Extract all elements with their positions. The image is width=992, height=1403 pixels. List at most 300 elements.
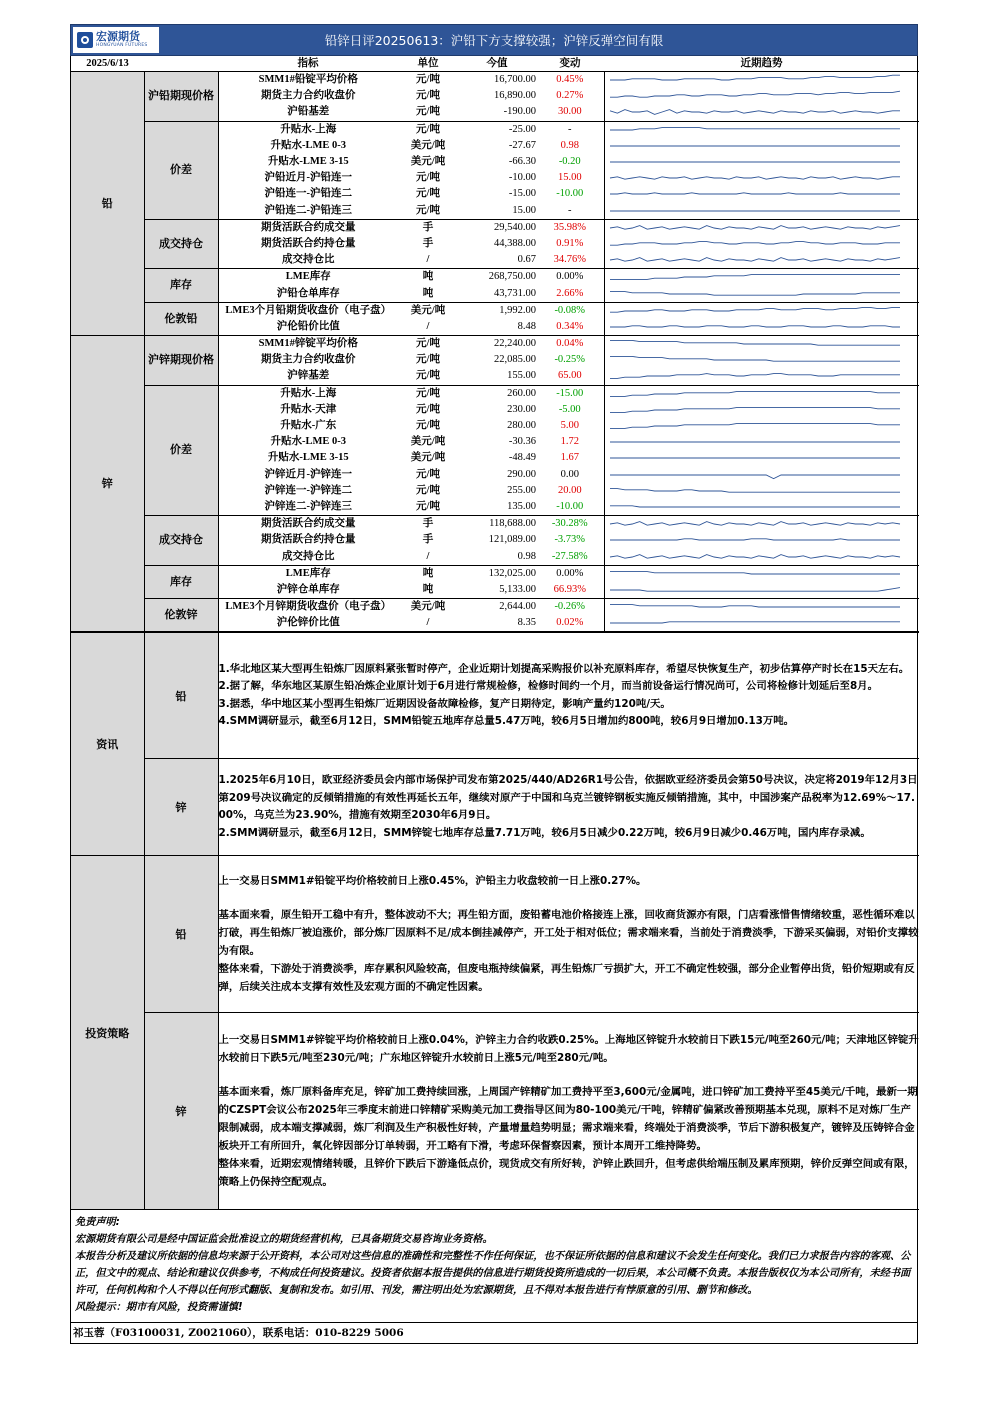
indicator-name: 期货活跃合约持仓量 bbox=[261, 534, 356, 546]
indicator-name: 沪伦锌价比值 bbox=[218, 615, 398, 632]
value-cell: 132,025.00 bbox=[488, 567, 536, 579]
analyst-contact: 祁玉蓉（F03100031, Z0021060），联系电话：010-8229 5006 bbox=[71, 1323, 917, 1344]
change-cell: 0.00 bbox=[560, 468, 579, 480]
disclaimer-line: 本报告分析及建议所依据的信息均来源于公开资料，本公司对这些信息的准确性和完整性不作任何保证，也不保证所依据的信息和建议不会发生任何变化。我们已力求报告内容的客观、公正，但文中的观点、结论和建议仅供参考，不构成任何投资建议。投资者依据本报告提供的信息进行期货投资所造成的一切后果，本公司概不负责。本报告版权仅为本公司所有，未经书面许可，任何机构和个人不得以任何形式翻版、复制和发布。如引用、刊发，需注明出处为宏源期货，且不得对本报告进行有悖原意的引用、删节和修改。 bbox=[75, 1251, 911, 1297]
table-row bbox=[71, 599, 919, 616]
trend-sparkline-cell bbox=[604, 467, 919, 483]
trend-sparkline-cell bbox=[604, 402, 919, 418]
trend-sparkline bbox=[605, 353, 905, 367]
value-cell: 280.00 bbox=[507, 420, 536, 432]
trend-line bbox=[610, 326, 900, 327]
trend-line bbox=[610, 177, 900, 179]
change-cell: 15.00 bbox=[557, 172, 582, 184]
indicator-name: 成交持仓比 bbox=[218, 548, 398, 565]
company-logo bbox=[73, 27, 159, 53]
trend-line bbox=[610, 275, 900, 280]
trend-sparkline bbox=[605, 419, 905, 433]
change-cell: 0.34% bbox=[536, 319, 604, 336]
news-lead-item: 2.据了解，华东地区某原生铅冶炼企业原计划于6月进行常规检修，检修时间约一个月，而当前设备运行情况尚可，公司将检修计划延后至8月。 bbox=[218, 680, 878, 693]
change-cell: 0.91% bbox=[556, 237, 584, 249]
change-cell: 0.45% bbox=[556, 74, 584, 86]
table-row bbox=[71, 385, 919, 402]
table-header-row bbox=[71, 56, 919, 72]
trend-sparkline bbox=[605, 237, 905, 251]
indicator-name: SMM1#锌锭平均价格 bbox=[258, 338, 358, 350]
trend-line bbox=[610, 424, 900, 429]
trend-sparkline bbox=[605, 204, 905, 218]
change-cell: 66.93% bbox=[536, 582, 604, 599]
table-row bbox=[71, 516, 919, 533]
change-cell: -0.25% bbox=[554, 354, 586, 366]
disclaimer-line: 风险提示：期市有风险，投资需谨慎! bbox=[75, 1302, 243, 1314]
trend-sparkline-cell bbox=[604, 385, 919, 402]
trend-line bbox=[610, 522, 900, 526]
trend-sparkline bbox=[605, 89, 905, 103]
strategy-table bbox=[71, 856, 919, 1210]
trend-sparkline bbox=[605, 567, 905, 581]
trend-sparkline bbox=[605, 533, 905, 547]
unit-cell: 手 bbox=[422, 534, 434, 546]
trend-line bbox=[610, 357, 900, 362]
logo-subtext: HONGYUAN FUTURES bbox=[96, 43, 148, 49]
metal-section-label: 锌 bbox=[71, 336, 144, 632]
trend-sparkline bbox=[605, 616, 905, 630]
news-table bbox=[71, 632, 919, 856]
indicator-name: 沪铅连二-沪铅连三 bbox=[218, 203, 398, 220]
report-body bbox=[70, 56, 918, 1344]
value-cell: -190.00 bbox=[458, 104, 536, 121]
trend-sparkline bbox=[605, 123, 905, 137]
col-indicator: 指标 bbox=[218, 56, 398, 72]
table-row bbox=[71, 72, 919, 89]
change-cell: 0.98 bbox=[560, 139, 579, 151]
change-cell: -5.00 bbox=[558, 403, 581, 415]
group-label: 库存 bbox=[144, 269, 218, 302]
trend-sparkline bbox=[605, 287, 905, 301]
change-cell: -0.26% bbox=[554, 601, 586, 613]
report-date: 2025/6/13 bbox=[71, 56, 144, 72]
group-label: 沪锌期现价格 bbox=[144, 336, 218, 386]
table-row bbox=[71, 302, 919, 319]
trend-sparkline-cell bbox=[604, 88, 919, 104]
value-cell: 135.00 bbox=[458, 499, 536, 516]
trend-sparkline-cell bbox=[604, 138, 919, 154]
trend-sparkline bbox=[605, 550, 905, 564]
trend-sparkline-cell bbox=[604, 499, 919, 516]
strategy-lead-content bbox=[218, 856, 919, 1013]
indicator-name: 沪铅近月-沪铅连一 bbox=[264, 172, 352, 184]
unit-cell: 元/吨 bbox=[416, 420, 440, 432]
unit-cell: 元/吨 bbox=[416, 90, 440, 102]
unit-cell: 手 bbox=[422, 518, 434, 530]
indicator-name: LME3个月铅期货收盘价（电子盘） bbox=[225, 304, 392, 316]
trend-line bbox=[610, 127, 900, 129]
trend-sparkline bbox=[605, 403, 905, 417]
trend-sparkline-cell bbox=[604, 565, 919, 582]
indicator-name: 期货主力合约收盘价 bbox=[261, 354, 356, 366]
trend-sparkline bbox=[605, 73, 905, 87]
trend-line bbox=[610, 622, 900, 623]
unit-cell: 吨 bbox=[398, 582, 458, 599]
strategy-zinc-para: 上一交易日SMM1#锌锭平均价格较前日上涨0.04%，沪锌主力合约收跌0.25%。上海地区锌锭升水较前日下跌15元/吨至260元/吨；天津地区锌锭升水较前日下跌5元/吨至230元/吨；广东地区锌锭升水较前日上涨5元/吨至280元/吨。 bbox=[218, 1034, 919, 1065]
value-cell: 1,992.00 bbox=[499, 304, 536, 316]
change-cell: -27.58% bbox=[536, 548, 604, 565]
disclaimer-title: 免责声明: bbox=[75, 1217, 120, 1229]
value-cell: 0.98 bbox=[458, 548, 536, 565]
value-cell: 22,085.00 bbox=[494, 354, 536, 366]
news-zinc-label: 锌 bbox=[144, 759, 218, 856]
unit-cell: 美元/吨 bbox=[410, 452, 446, 464]
indicator-name: 沪伦铅价比值 bbox=[218, 319, 398, 336]
trend-sparkline bbox=[605, 304, 905, 318]
strategy-lead-para: 上一交易日SMM1#铅锭平均价格较前日上涨0.45%，沪铅主力收盘较前一日上涨0.27%。 bbox=[218, 875, 647, 888]
value-cell: -10.00 bbox=[508, 172, 536, 184]
indicator-name: 沪铅仓单库存 bbox=[218, 285, 398, 302]
trend-sparkline-cell bbox=[604, 236, 919, 252]
value-cell: 260.00 bbox=[507, 387, 536, 399]
indicator-name: 沪锌连二-沪锌连三 bbox=[218, 499, 398, 516]
unit-cell: 元/吨 bbox=[398, 104, 458, 121]
unit-cell: 元/吨 bbox=[398, 203, 458, 220]
value-cell: 230.00 bbox=[507, 403, 536, 415]
value-cell: 8.35 bbox=[458, 615, 536, 632]
indicator-name: 升贴水-LME 0-3 bbox=[270, 436, 347, 448]
strategy-section-label: 投资策略 bbox=[71, 856, 144, 1210]
metal-section-label: 铅 bbox=[71, 72, 144, 336]
unit-cell: 元/吨 bbox=[398, 368, 458, 385]
unit-cell: 吨 bbox=[422, 567, 434, 579]
disclaimer-line: 宏源期货有限公司是经中国证监会批准设立的期货经营机构，已具备期货交易咨询业务资格。 bbox=[75, 1234, 493, 1246]
unit-cell: 元/吨 bbox=[416, 468, 440, 480]
trend-sparkline-cell bbox=[604, 285, 919, 302]
news-section-label: 资讯 bbox=[71, 633, 144, 856]
indicator-name: LME库存 bbox=[285, 271, 331, 283]
col-empty bbox=[144, 56, 218, 72]
trend-line bbox=[610, 407, 900, 412]
trend-sparkline-cell bbox=[604, 203, 919, 220]
change-cell: -15.00 bbox=[556, 387, 584, 399]
unit-cell: 手 bbox=[422, 221, 434, 233]
change-cell: -0.08% bbox=[554, 304, 586, 316]
trend-sparkline bbox=[605, 171, 905, 185]
trend-line bbox=[610, 110, 900, 115]
value-cell: 44,388.00 bbox=[494, 237, 536, 249]
indicator-name: 期货活跃合约持仓量 bbox=[261, 237, 356, 249]
trend-line bbox=[610, 193, 900, 194]
trend-line bbox=[610, 506, 900, 507]
trend-sparkline bbox=[605, 139, 905, 153]
indicator-name: 升贴水-上海 bbox=[280, 123, 337, 135]
trend-sparkline bbox=[605, 451, 905, 465]
strategy-lead-para: 整体来看，下游处于消费淡季，库存累积风险较高，但废电瓶持续偏紧，再生铅炼厂亏损扩大，开工不确定性较强，部分企业暂停出货，铅价短期或有反弹，后续关注成本支撑有效性及宏观方面的不确定性因素。 bbox=[218, 963, 915, 994]
indicator-name: 升贴水-广东 bbox=[280, 420, 337, 432]
unit-cell: 美元/吨 bbox=[410, 139, 446, 151]
table-row bbox=[71, 565, 919, 582]
trend-sparkline bbox=[605, 253, 905, 267]
news-zinc-item: 1.2025年6月10日，欧亚经济委员会内部市场保护司发布第2025/440/AD26R1号公告，依据欧亚经济委员会第50号决议，决定将2019年12月3日第209号决议确定的反倾销措施的有效性再延长五年，继续对原产于中国和乌克兰镀锌钢板实施反倾销措施，其中，中国涉案产品税率为12.69%～17.00%，乌克兰为23.90%，措施有效期至2030年6月9日。 bbox=[218, 774, 918, 822]
indicator-name: SMM1#铅锭平均价格 bbox=[258, 74, 358, 86]
strategy-zinc-content bbox=[218, 1013, 919, 1210]
value-cell: 121,089.00 bbox=[488, 534, 536, 546]
indicator-name: 沪锌连一-沪锌连二 bbox=[264, 484, 352, 496]
unit-cell: / bbox=[398, 319, 458, 336]
trend-sparkline bbox=[605, 435, 905, 449]
trend-sparkline bbox=[605, 337, 905, 351]
value-cell: -27.67 bbox=[508, 139, 536, 151]
value-cell: 29,540.00 bbox=[494, 221, 536, 233]
group-label: 库存 bbox=[144, 565, 218, 598]
indicator-name: 成交持仓比 bbox=[218, 252, 398, 269]
group-label: 价差 bbox=[144, 385, 218, 516]
change-cell: 2.66% bbox=[536, 285, 604, 302]
change-cell: 1.67 bbox=[560, 452, 579, 464]
trend-line bbox=[610, 258, 900, 262]
indicator-name: 沪铅基差 bbox=[218, 104, 398, 121]
trend-sparkline bbox=[605, 270, 905, 284]
trend-sparkline bbox=[605, 517, 905, 531]
value-cell: 8.48 bbox=[458, 319, 536, 336]
value-cell: -30.36 bbox=[508, 436, 536, 448]
trend-sparkline-cell bbox=[604, 121, 919, 138]
trend-sparkline-cell bbox=[604, 319, 919, 336]
trend-line bbox=[610, 539, 900, 540]
trend-line bbox=[610, 488, 900, 492]
trend-line bbox=[610, 554, 900, 558]
table-row bbox=[71, 121, 919, 138]
value-cell: -25.00 bbox=[508, 123, 536, 135]
change-cell: 0.02% bbox=[536, 615, 604, 632]
trend-line bbox=[610, 340, 900, 345]
strategy-zinc-label: 锌 bbox=[144, 1013, 218, 1210]
col-value: 今值 bbox=[458, 56, 536, 72]
value-cell: 268,750.00 bbox=[488, 271, 536, 283]
unit-cell: 吨 bbox=[398, 285, 458, 302]
table-row bbox=[71, 336, 919, 353]
unit-cell: 元/吨 bbox=[416, 74, 440, 86]
col-trend: 近期趋势 bbox=[604, 56, 919, 72]
group-label: 成交持仓 bbox=[144, 219, 218, 269]
unit-cell: 元/吨 bbox=[416, 387, 440, 399]
value-cell: 155.00 bbox=[458, 368, 536, 385]
unit-cell: / bbox=[398, 252, 458, 269]
trend-sparkline bbox=[605, 105, 905, 119]
unit-cell: 元/吨 bbox=[416, 172, 440, 184]
change-cell: -10.00 bbox=[536, 499, 604, 516]
strategy-lead-label: 铅 bbox=[144, 856, 218, 1013]
trend-sparkline bbox=[605, 500, 905, 514]
value-cell: 2,644.00 bbox=[499, 601, 536, 613]
indicator-name: 沪铅连一-沪铅连二 bbox=[264, 188, 352, 200]
trend-line bbox=[610, 75, 900, 80]
change-cell: -10.00 bbox=[556, 188, 584, 200]
unit-cell: 美元/吨 bbox=[410, 601, 446, 613]
trend-line bbox=[610, 242, 900, 246]
trend-sparkline bbox=[605, 583, 905, 597]
report-page bbox=[70, 24, 918, 1344]
change-cell: - bbox=[568, 123, 572, 135]
trend-line bbox=[610, 571, 900, 573]
value-cell: 290.00 bbox=[507, 468, 536, 480]
news-zinc-content bbox=[218, 759, 919, 856]
indicator-name: LME库存 bbox=[285, 567, 331, 579]
col-unit: 单位 bbox=[398, 56, 458, 72]
news-lead-content bbox=[218, 633, 919, 759]
change-cell: 0.00% bbox=[556, 271, 584, 283]
indicator-name: 升贴水-LME 3-15 bbox=[267, 156, 349, 168]
trend-sparkline bbox=[605, 468, 905, 482]
indicator-name: 升贴水-LME 3-15 bbox=[267, 452, 349, 464]
change-cell: 65.00 bbox=[536, 368, 604, 385]
trend-sparkline-cell bbox=[604, 434, 919, 450]
news-lead-item: 3.据悉，华中地区某小型再生铅炼厂近期因设备故障检修，复产日期待定，影响产量约120吨/天。 bbox=[218, 697, 671, 710]
trend-sparkline bbox=[605, 320, 905, 334]
trend-sparkline-cell bbox=[604, 599, 919, 616]
trend-sparkline-cell bbox=[604, 516, 919, 533]
value-cell: -15.00 bbox=[508, 188, 536, 200]
value-cell: 16,700.00 bbox=[494, 74, 536, 86]
change-cell: 20.00 bbox=[557, 484, 582, 496]
news-lead-label: 铅 bbox=[144, 633, 218, 759]
change-cell: 34.76% bbox=[536, 252, 604, 269]
group-label: 价差 bbox=[144, 121, 218, 219]
change-cell: 1.72 bbox=[560, 436, 579, 448]
group-label: 沪铅期现价格 bbox=[144, 72, 218, 122]
trend-sparkline-cell bbox=[604, 352, 919, 368]
change-cell: 35.98% bbox=[553, 221, 586, 233]
change-cell: 30.00 bbox=[536, 104, 604, 121]
unit-cell: 吨 bbox=[422, 271, 434, 283]
table-row bbox=[71, 269, 919, 286]
logo-text: 宏源期货 bbox=[96, 30, 140, 44]
trend-sparkline-cell bbox=[604, 483, 919, 499]
disclaimer bbox=[71, 1210, 917, 1323]
trend-sparkline-cell bbox=[604, 450, 919, 466]
unit-cell: 手 bbox=[422, 237, 434, 249]
table-row bbox=[71, 219, 919, 236]
unit-cell: / bbox=[398, 615, 458, 632]
indicator-name: 期货活跃合约成交量 bbox=[261, 518, 356, 530]
indicator-name: 期货活跃合约成交量 bbox=[261, 221, 356, 233]
news-zinc-item: 2.SMM调研显示，截至6月12日，SMM锌锭七地库存总量7.71万吨，较6月5日减少0.22万吨，较6月9日减少0.46万吨，国内库存录减。 bbox=[218, 826, 871, 839]
trend-line bbox=[610, 307, 900, 312]
value-cell: 16,890.00 bbox=[494, 90, 536, 102]
trend-sparkline-cell bbox=[604, 186, 919, 202]
trend-sparkline-cell bbox=[604, 170, 919, 186]
change-cell: 0.04% bbox=[556, 338, 584, 350]
trend-sparkline bbox=[605, 221, 905, 235]
unit-cell: 元/吨 bbox=[416, 403, 440, 415]
trend-line bbox=[610, 605, 900, 607]
report-title: 铅锌日评20250613：沪铅下方支撑较强；沪锌反弹空间有限 bbox=[324, 33, 664, 48]
report-header bbox=[70, 24, 918, 56]
unit-cell: 元/吨 bbox=[416, 484, 440, 496]
trend-sparkline-cell bbox=[604, 582, 919, 599]
value-cell: 118,688.00 bbox=[489, 518, 536, 530]
trend-sparkline-cell bbox=[604, 154, 919, 170]
trend-sparkline-cell bbox=[604, 219, 919, 236]
trend-sparkline bbox=[605, 369, 905, 383]
trend-line bbox=[610, 391, 900, 396]
value-cell: 5,133.00 bbox=[458, 582, 536, 599]
indicator-name: 升贴水-LME 0-3 bbox=[270, 139, 347, 151]
group-label: 伦敦铅 bbox=[144, 302, 218, 335]
trend-line bbox=[610, 374, 900, 379]
value-cell: 15.00 bbox=[458, 203, 536, 220]
value-cell: 0.67 bbox=[458, 252, 536, 269]
unit-cell: 元/吨 bbox=[416, 354, 440, 366]
change-cell: -3.73% bbox=[554, 534, 586, 546]
change-cell: -30.28% bbox=[551, 518, 588, 530]
indicator-name: 升贴水-天津 bbox=[280, 403, 337, 415]
unit-cell: 元/吨 bbox=[398, 499, 458, 516]
trend-sparkline-cell bbox=[604, 104, 919, 121]
news-lead-item: 4.SMM调研显示，截至6月12日，SMM铅锭五地库存总量5.47万吨，较6月5日增加约800吨，较6月9日增加0.13万吨。 bbox=[218, 715, 795, 728]
indicator-name: 期货主力合约收盘价 bbox=[261, 90, 356, 102]
strategy-zinc-para: 整体来看，近期宏观情绪转暖，且锌价下跌后下游逢低点价，现货成交有所好转，沪锌止跌回升，但考虑供给端压制及累库预期，锌价反弹空间或有限，策略上仍保持空配观点。 bbox=[218, 1158, 915, 1189]
change-cell: 0.27% bbox=[556, 90, 584, 102]
unit-cell: 元/吨 bbox=[416, 188, 440, 200]
indicator-name: 沪锌仓单库存 bbox=[218, 582, 398, 599]
unit-cell: 元/吨 bbox=[416, 123, 440, 135]
news-lead-item: 1.华北地区某大型再生铅炼厂因原料紧张暂时停产，企业近期计划提高采购报价以补充原料库存，希望尽快恢复生产，初步估算停产时长在15天左右。 bbox=[218, 662, 910, 675]
value-cell: 43,731.00 bbox=[458, 285, 536, 302]
trend-line bbox=[610, 225, 900, 229]
trend-sparkline-cell bbox=[604, 252, 919, 269]
trend-line bbox=[610, 291, 900, 295]
indicator-table bbox=[71, 56, 919, 632]
change-cell: -0.20 bbox=[558, 156, 581, 168]
trend-sparkline-cell bbox=[604, 532, 919, 548]
trend-line bbox=[610, 475, 900, 479]
trend-sparkline-cell bbox=[604, 418, 919, 434]
strategy-lead-para: 基本面来看，原生铅开工稳中有升，整体波动不大；再生铅方面，废铅蓄电池价格接连上涨，回收商货源亦有限，门店看涨惜售情绪较重，恶性循环难以打破，再生铅炼厂被迫涨价，部分炼厂因原料不足/成本倒挂减停产，开工处于相对低位；需求端来看，当前处于消费淡季，下游采买偏弱，对铅价支撑较为有限。 bbox=[218, 909, 919, 958]
indicator-name: LME3个月锌期货收盘价（电子盘） bbox=[225, 601, 392, 613]
unit-cell: 美元/吨 bbox=[410, 304, 446, 316]
trend-sparkline bbox=[605, 600, 905, 614]
indicator-name: 沪锌基差 bbox=[218, 368, 398, 385]
strategy-zinc-para: 基本面来看，炼厂原料备库充足，锌矿加工费持续回涨，上周国产锌精矿加工费持平至3,600元/金属吨，进口锌矿加工费持平至45美元/千吨，最新一期的CZSPT会议公布2025年三季度末前进口锌精矿采购美元加工费指导区间为80-100美元/干吨，锌精矿偏紧改善预期基本兑现，原料不足对炼厂生产限制减弱，成本端支撑减弱，炼厂利润及生产积极性好转，产量增量趋势明显；需求端来看，终端处于消费淡季，节后下游积极复产，镀锌及压铸锌合金板块开工有所回升，氧化锌因部分订单转弱，开工略有下滑，考虑环保督察因素，预计本周开工维持降势。 bbox=[218, 1086, 918, 1153]
trend-sparkline bbox=[605, 187, 905, 201]
unit-cell: 元/吨 bbox=[416, 338, 440, 350]
value-cell: -66.30 bbox=[508, 156, 536, 168]
unit-cell: 美元/吨 bbox=[410, 436, 446, 448]
change-cell: 5.00 bbox=[560, 420, 579, 432]
trend-sparkline bbox=[605, 155, 905, 169]
trend-sparkline bbox=[605, 387, 905, 401]
change-cell: - bbox=[536, 203, 604, 220]
indicator-name: 升贴水-上海 bbox=[280, 387, 337, 399]
logo-mark-icon bbox=[77, 32, 93, 48]
trend-sparkline-cell bbox=[604, 302, 919, 319]
trend-sparkline-cell bbox=[604, 368, 919, 385]
unit-cell: 美元/吨 bbox=[410, 156, 446, 168]
trend-sparkline-cell bbox=[604, 336, 919, 353]
value-cell: -48.49 bbox=[508, 452, 536, 464]
trend-sparkline bbox=[605, 484, 905, 498]
indicator-name: 沪锌近月-沪锌连一 bbox=[264, 468, 352, 480]
trend-line bbox=[610, 588, 900, 592]
value-cell: 22,240.00 bbox=[494, 338, 536, 350]
change-cell: 0.00% bbox=[556, 567, 584, 579]
value-cell: 255.00 bbox=[507, 484, 536, 496]
trend-sparkline-cell bbox=[604, 548, 919, 565]
group-label: 伦敦锌 bbox=[144, 599, 218, 632]
trend-sparkline-cell bbox=[604, 615, 919, 632]
trend-sparkline-cell bbox=[604, 72, 919, 89]
group-label: 成交持仓 bbox=[144, 516, 218, 566]
trend-sparkline-cell bbox=[604, 269, 919, 286]
unit-cell: / bbox=[398, 548, 458, 565]
